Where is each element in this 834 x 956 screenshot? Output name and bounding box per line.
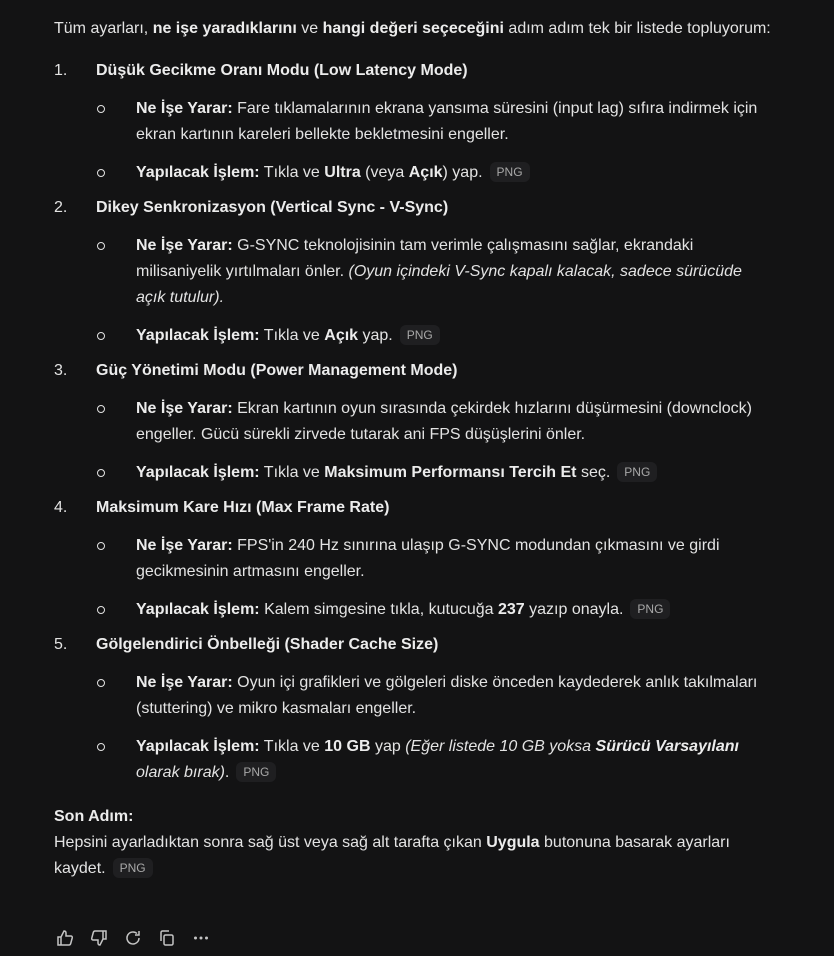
- final-step-title: Son Adım:: [54, 808, 134, 825]
- bullet-circle-icon: [97, 169, 105, 177]
- png-chip[interactable]: PNG: [630, 599, 670, 619]
- step-number: 2.: [54, 199, 68, 216]
- purpose-item: [96, 670, 774, 722]
- action-text: Tıkla ve: [259, 164, 325, 181]
- action-text: Tıkla ve: [259, 464, 325, 481]
- action-italic-text: olarak bırak): [136, 764, 225, 781]
- list-item: [54, 195, 774, 349]
- purpose-label: Ne İşe Yarar:: [136, 400, 233, 417]
- action-text: yazıp onayla.: [524, 601, 624, 618]
- step-details: [96, 533, 774, 623]
- final-text: Hepsini ayarladıktan sonra sağ üst veya sağ alt tarafta çıkan: [54, 834, 487, 851]
- action-text: ) yap.: [442, 164, 483, 181]
- thumbs-down-icon[interactable]: [90, 929, 108, 947]
- step-title: Güç Yönetimi Modu (Power Management Mode): [96, 362, 458, 379]
- step-details: [96, 96, 774, 186]
- list-item: [54, 358, 774, 486]
- action-text: seç.: [576, 464, 611, 481]
- action-bold: 237: [497, 601, 525, 618]
- bullet-circle-icon: [97, 679, 105, 687]
- intro-paragraph: [54, 16, 774, 42]
- action-text: (veya: [360, 164, 409, 181]
- bullet-circle-icon: [97, 332, 105, 340]
- intro-bold-1: ne işe yaradıklarını: [152, 20, 297, 37]
- bullet-circle-icon: [97, 743, 105, 751]
- bullet-circle-icon: [97, 606, 105, 614]
- action-text: yap: [370, 738, 406, 755]
- action-label: Yapılacak İşlem:: [136, 164, 260, 181]
- bullet-circle-icon: [97, 469, 105, 477]
- action-item: [96, 597, 774, 623]
- settings-list: [54, 58, 774, 786]
- step-details: [96, 396, 774, 486]
- bullet-circle-icon: [97, 242, 105, 250]
- action-text: Tıkla ve: [259, 738, 325, 755]
- action-italic-text: (Eğer listede 10 GB yoksa: [405, 738, 596, 755]
- purpose-text: G-SYNC teknolojisinin tam verimle çalışmasını sağlar, ekrandaki milisaniyelik yırtılmaları önler.: [136, 237, 694, 280]
- png-chip[interactable]: PNG: [113, 858, 153, 878]
- action-item: [96, 323, 774, 349]
- action-bold: Maksimum Performansı Tercih Et: [324, 464, 577, 481]
- intro-text-3: adım adım tek bir listede topluyorum:: [503, 20, 771, 37]
- purpose-text: FPS'in 240 Hz sınırına ulaşıp G-SYNC modundan çıkmasını ve girdi gecikmesinin artmasını engeller.: [136, 537, 720, 580]
- action-label: Yapılacak İşlem:: [136, 327, 260, 344]
- action-label: Yapılacak İşlem:: [136, 464, 260, 481]
- list-item: [54, 495, 774, 623]
- step-title: Maksimum Kare Hızı (Max Frame Rate): [96, 499, 390, 516]
- step-details: [96, 233, 774, 349]
- purpose-item: [96, 233, 774, 311]
- action-italic-bold: Sürücü Varsayılanı: [595, 738, 739, 755]
- action-item: [96, 460, 774, 486]
- action-bold: Ultra: [324, 164, 361, 181]
- list-item: [54, 632, 774, 786]
- step-number: 5.: [54, 636, 68, 653]
- action-text: Tıkla ve: [259, 327, 325, 344]
- purpose-item: [96, 396, 774, 448]
- action-text: yap.: [358, 327, 393, 344]
- purpose-text: Ekran kartının oyun sırasında çekirdek hızlarını düşürmesini (downclock) engeller. Gücü sürekli zirvede tutarak ani FPS düşüşlerini önler.: [136, 400, 753, 443]
- step-title: Dikey Senkronizasyon (Vertical Sync - V-Sync): [96, 199, 449, 216]
- bullet-circle-icon: [97, 542, 105, 550]
- purpose-text: Oyun içi grafikleri ve gölgeleri diske önceden kaydederek anlık takılmaları (stuttering) ve mikro kasmaları engeller.: [136, 674, 758, 717]
- final-bold: Uygula: [486, 834, 540, 851]
- action-bold: 10 GB: [324, 738, 371, 755]
- response-actions: [56, 929, 210, 947]
- step-number: 3.: [54, 362, 68, 379]
- action-label: Yapılacak İşlem:: [136, 601, 260, 618]
- response-content: [54, 16, 774, 882]
- png-chip[interactable]: PNG: [490, 162, 530, 182]
- action-bold: Açık: [324, 327, 359, 344]
- step-number: 1.: [54, 62, 68, 79]
- step-number: 4.: [54, 499, 68, 516]
- purpose-label: Ne İşe Yarar:: [136, 537, 233, 554]
- final-text: butonuna basarak ayarları kaydet.: [54, 834, 730, 877]
- list-item: [54, 58, 774, 186]
- png-chip[interactable]: PNG: [236, 762, 276, 782]
- purpose-label: Ne İşe Yarar:: [136, 100, 233, 117]
- final-step: [54, 804, 774, 882]
- step-details: [96, 670, 774, 786]
- png-chip[interactable]: PNG: [400, 325, 440, 345]
- purpose-label: Ne İşe Yarar:: [136, 674, 233, 691]
- purpose-item: [96, 533, 774, 585]
- purpose-label: Ne İşe Yarar:: [136, 237, 233, 254]
- more-icon[interactable]: [192, 929, 210, 947]
- bullet-circle-icon: [97, 405, 105, 413]
- regenerate-icon[interactable]: [124, 929, 142, 947]
- action-item: [96, 734, 774, 786]
- step-title: Düşük Gecikme Oranı Modu (Low Latency Mode): [96, 62, 468, 79]
- purpose-item: [96, 96, 774, 148]
- action-bold: Açık: [408, 164, 443, 181]
- intro-text-2: ve: [296, 20, 323, 37]
- copy-icon[interactable]: [158, 929, 176, 947]
- thumbs-up-icon[interactable]: [56, 929, 74, 947]
- intro-text-1: Tüm ayarları,: [54, 20, 153, 37]
- purpose-text: Fare tıklamalarının ekrana yansıma süresini (input lag) sıfıra indirmek için ekran kartının kareleri bellekte bekletmesini engeller.: [136, 100, 758, 143]
- action-text: .: [224, 764, 230, 781]
- intro-bold-2: hangi değeri seçeceğini: [322, 20, 504, 37]
- step-title: Gölgelendirici Önbelleği (Shader Cache Size): [96, 636, 439, 653]
- purpose-italic: (Oyun içindeki V-Sync kapalı kalacak, sadece sürücüde açık tutulur).: [136, 263, 742, 306]
- action-text: Kalem simgesine tıkla, kutucuğa: [259, 601, 498, 618]
- action-item: [96, 160, 774, 186]
- action-label: Yapılacak İşlem:: [136, 738, 260, 755]
- png-chip[interactable]: PNG: [617, 462, 657, 482]
- bullet-circle-icon: [97, 105, 105, 113]
